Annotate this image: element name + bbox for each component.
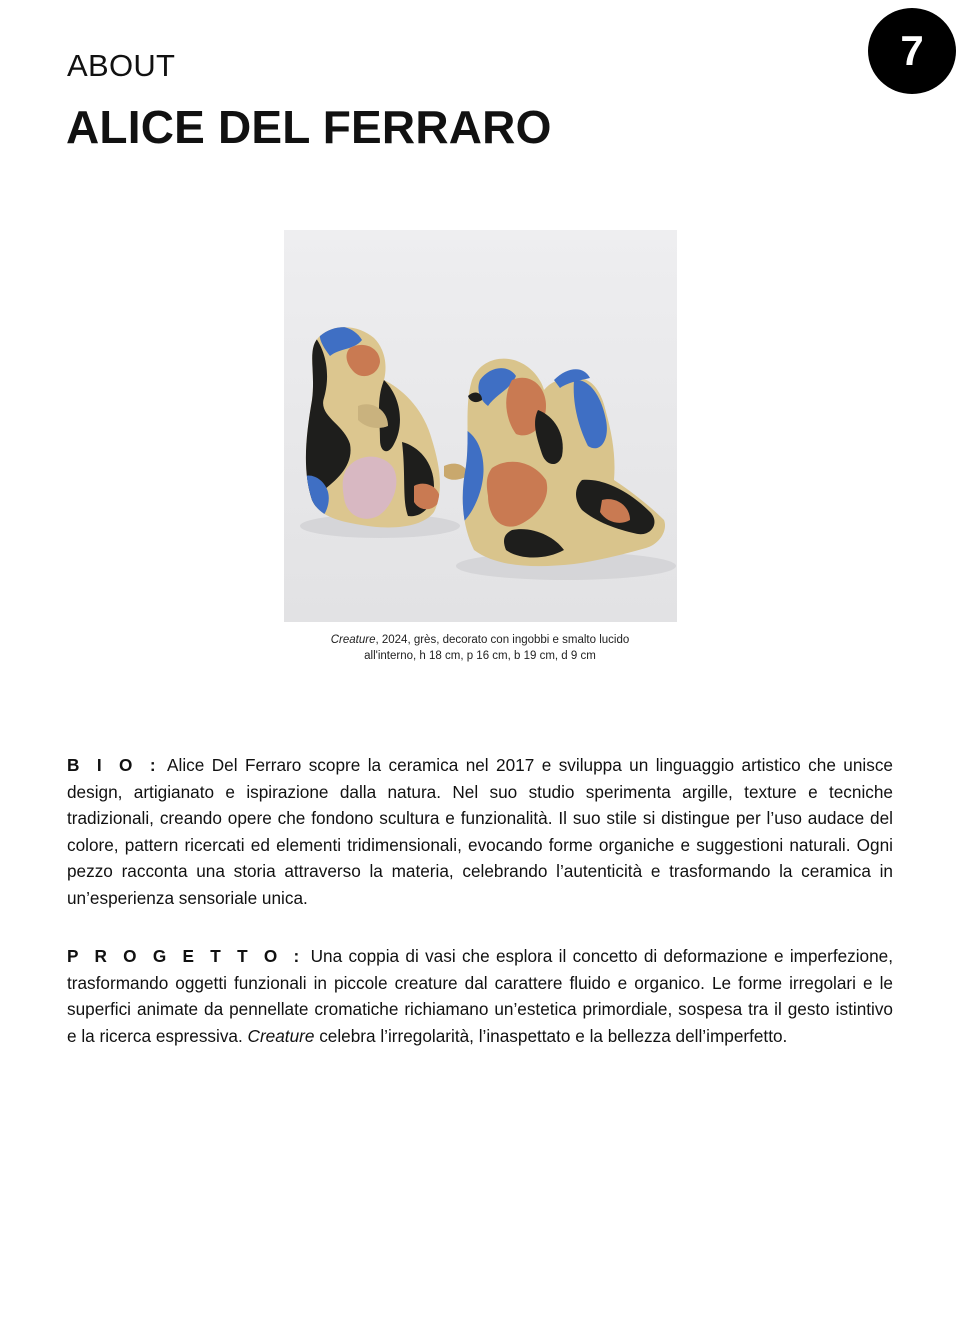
progetto-text-after: celebra l’irregolarità, l’inaspettato e la bellezza dell’imperfetto. — [314, 1025, 788, 1046]
page-number-badge: 7 — [868, 8, 956, 94]
bio-label: B I O : — [67, 755, 161, 775]
artwork-photo — [284, 230, 677, 622]
caption-title: Creature — [330, 634, 376, 646]
caption-line-2: all'interno, h 18 cm, p 16 cm, b 19 cm, d 9 cm — [364, 650, 596, 662]
caption-details: , 2024, grès, decorato con ingobbi e smalto lucido — [375, 634, 630, 646]
progetto-paragraph — [67, 943, 893, 1049]
progetto-title-italic: Creature — [247, 1025, 315, 1046]
section-label: ABOUT — [67, 48, 176, 83]
artist-name-title: ALICE DEL FERRARO — [66, 101, 552, 153]
artwork-caption — [280, 632, 680, 664]
bio-text: Alice Del Ferraro scopre la ceramica nel 2017 e sviluppa un linguaggio artistico che unisce design, artigianato e ispirazione dalla natura. Nel suo studio sperimenta argille, texture e tecniche tradizionali, creando opere che fondono scultura e funzionalità. Il suo stile si distingue per l’uso audace del colore, pattern ricercati ed elementi tridimensionali, evocando forme organiche e suggestioni naturali. Ogni pezzo racconta una storia attraverso la materia, celebrando l’autenticità e trasformando la ceramica in un’esperienza sensoriale unica. — [67, 755, 893, 908]
bio-paragraph — [67, 752, 893, 912]
progetto-label: P R O G E T T O : — [67, 946, 305, 966]
progetto-text-before: Una coppia di vasi che esplora il concetto di deformazione e imperfezione, trasformando oggetti funzionali in piccole creature dal carattere fluido e organico. Le forme irregolari e le superfici animate da pennellate cromatiche richiamano un’estetica primordiale, sospesa tra il gesto istintivo e la ricerca espressiva. — [67, 946, 894, 1046]
